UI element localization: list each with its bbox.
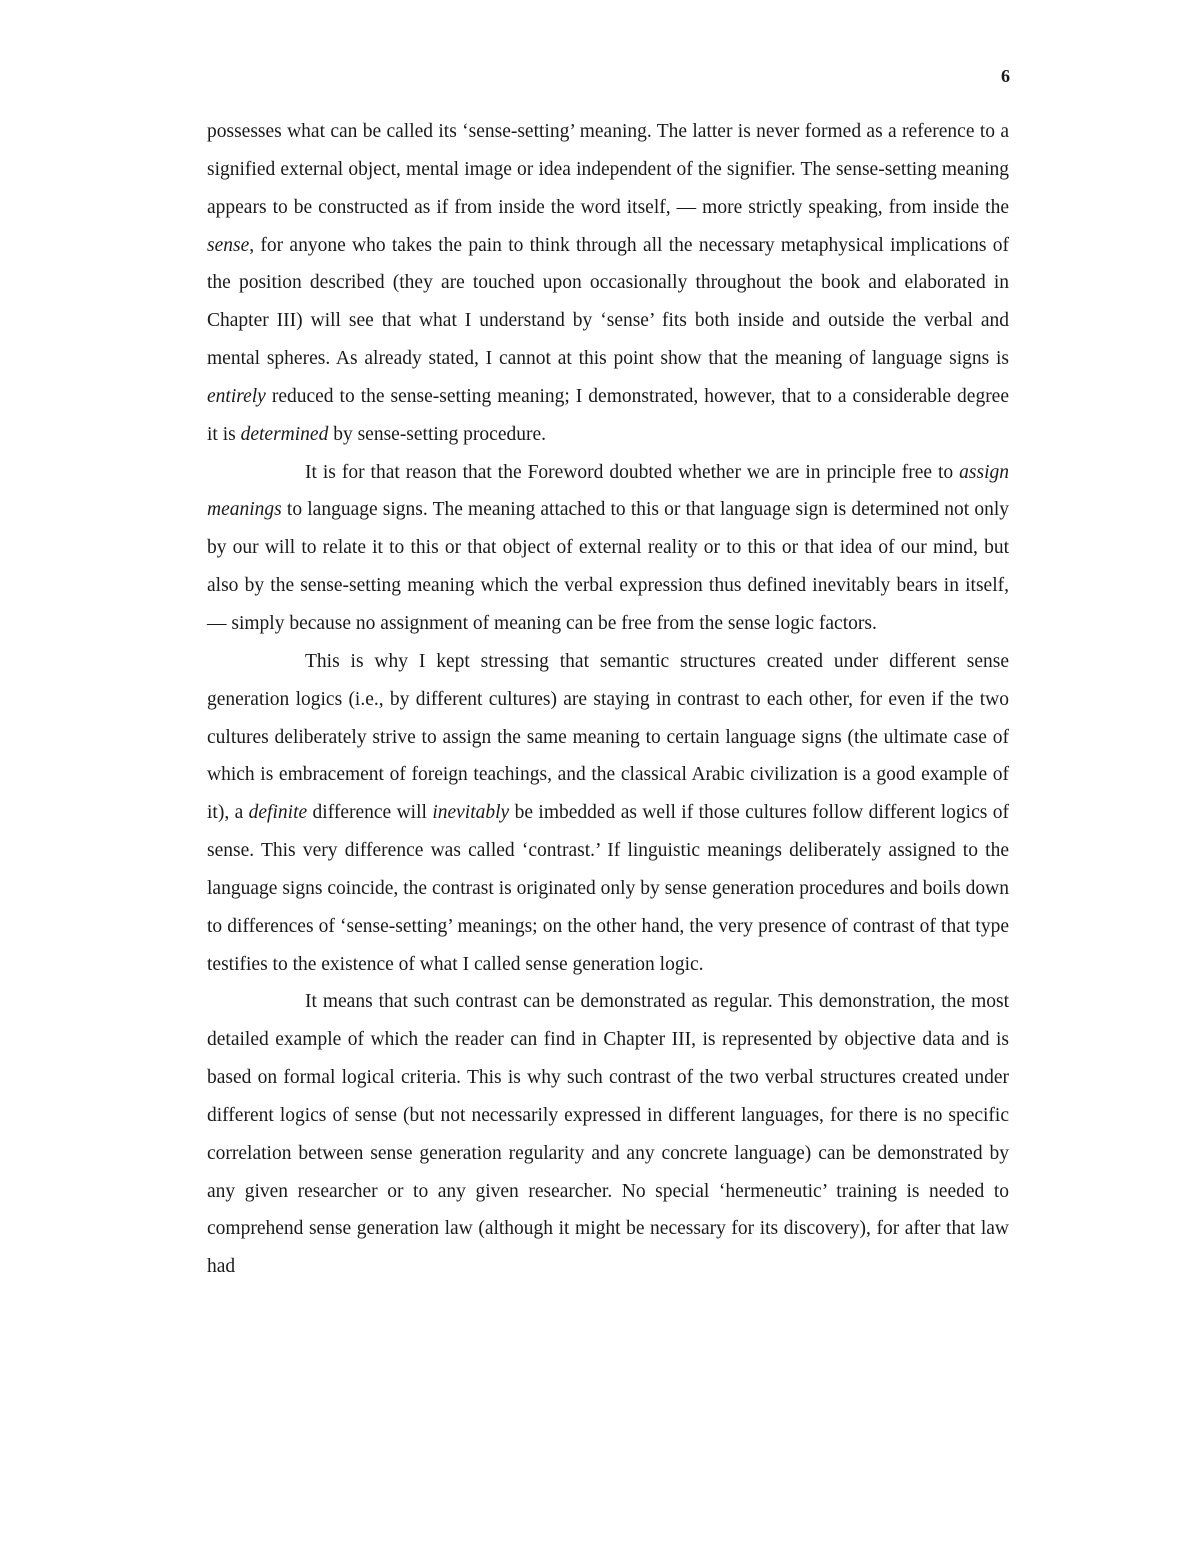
text-run: to language signs. The meaning attached to this or that language sign is determined not only by our will to relate it to this or that object of external reality or to this or that idea of our mind, but also by the sense-setting meaning which the verbal expression thus defined inevitably bears in itself, — simply because no assignment of meaning can be free from the sense logic factors.: [207, 499, 1009, 634]
emphasized-text: determined: [240, 423, 329, 445]
text-run: It means that such contrast can be demonstrated as regular. This demonstration, the most detailed example of which the reader can find in Chapter III, is represented by objective data and is based on formal logical criteria. This is why such contrast of the two verbal structures created under different logics of sense (but not necessarily expressed in different languages, for there is no specific correlation between sense generation regularity and any concrete language) can be demonstrated by any given researcher or to any given researcher. No special ‘hermeneutic’ training is needed to comprehend sense generation law (although it might be necessary for its discovery), for after that law had: [207, 991, 1009, 1278]
page-number: 6: [1001, 66, 1010, 86]
emphasized-text: entirely: [207, 385, 266, 407]
body-text: [207, 113, 1009, 1286]
text-run: It is for that reason that the Foreword doubted whether we are in principle free to: [305, 461, 960, 483]
emphasized-text: sense: [207, 234, 250, 256]
emphasized-text: assign meanings: [207, 461, 1009, 521]
paragraph-4: [207, 983, 1009, 1286]
text-run: possesses what can be called its ‘sense-setting’ meaning. The latter is never formed as a reference to a signified external object, mental image or idea independent of the signifier. The sense-setting meaning appears to be constructed as if from inside the word itself, — more strictly speaking, from inside the: [207, 121, 1009, 218]
text-run: , for anyone who takes the pain to think through all the necessary metaphysical implications of the position described (they are touched upon occasionally throughout the book and elaborated in Chapter III) will see that what I understand by ‘sense’ fits both inside and outside the verbal and mental spheres. As already stated, I cannot at this point show that the meaning of language signs is: [207, 234, 1009, 370]
text-run: This is why I kept stressing that semantic structures created under different sense generation logics (i.e., by different cultures) are staying in contrast to each other, for even if the two cultures deliberately strive to assign the same meaning to certain language signs (the ultimate case of which is embracement of foreign teachings, and the classical Arabic civilization is a good example of it), a: [207, 650, 1009, 824]
paragraph-1: [207, 113, 1009, 454]
emphasized-text: definite: [248, 802, 308, 824]
text-run: difference will: [307, 802, 433, 824]
text-run: by sense-setting procedure.: [328, 423, 547, 445]
emphasized-text: inevitably: [432, 802, 510, 824]
text-run: be imbedded as well if those cultures follow different logics of sense. This very difference was called ‘contrast.’ If linguistic meanings deliberately assigned to the language signs coincide, the contrast is originated only by sense generation procedures and boils down to differences of ‘sense-setting’ meanings; on the other hand, the very presence of contrast of that type testifies to the existence of what I called sense generation logic.: [207, 802, 1009, 975]
paragraph-2: [207, 454, 1009, 643]
text-run: reduced to the sense-setting meaning; I demonstrated, however, that to a considerable degree it is: [207, 385, 1009, 445]
paragraph-3: [207, 643, 1009, 984]
